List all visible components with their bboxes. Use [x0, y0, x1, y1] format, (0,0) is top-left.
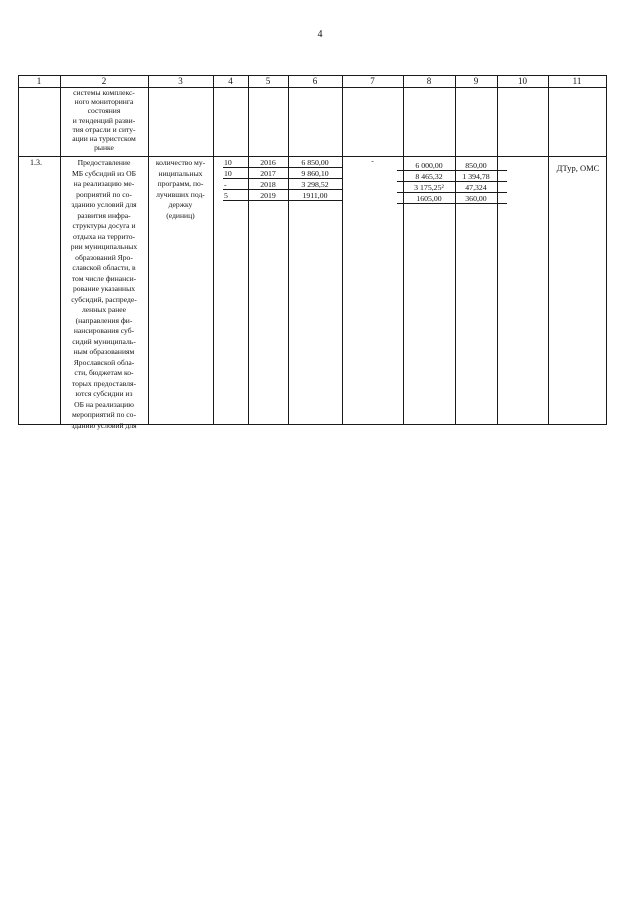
line-col8: 3 175,25² [414, 183, 444, 192]
line-count: 5 [224, 191, 228, 200]
col-border [148, 75, 149, 425]
line-col9: 1 394,78 [462, 172, 490, 181]
line-col8: 1605,00 [416, 194, 442, 203]
year-line-divider [223, 200, 343, 201]
line-year: 2018 [260, 180, 276, 189]
year-line-divider [397, 181, 507, 182]
row-description: Предоставление МБ субсидий из ОБ на реализацию ме- роприятий по со- зданию условий для развития инфра- структуры досуга и отдыха на террито- рии муниципальных образований Яро- славской области, в том числе финанси- рование указанных субсидий, распреде- ленных ранее (направления фи- нансирования суб- сидий муниципаль- ным образованиям Ярославской обла- сти, бюджетам ко- торых предоставля- ются субсидии из ОБ на реализацию мероприятий по со- зданию условий для [70, 158, 138, 430]
year-line-divider [397, 192, 507, 193]
line-total: 3 298,52 [301, 180, 329, 189]
header-col-2: 2 [101, 76, 107, 86]
col-border [455, 75, 456, 425]
line-count: - [224, 180, 227, 189]
line-col9: 47,324 [465, 183, 487, 192]
header-col-10: 10 [518, 76, 527, 86]
line-total: 1911,00 [302, 191, 328, 200]
line-col9: 360,00 [465, 194, 487, 203]
col-border [548, 75, 549, 425]
year-line-divider [223, 167, 343, 168]
line-col7: - [371, 156, 374, 165]
header-col-6: 6 [312, 76, 318, 86]
line-count: 10 [224, 169, 232, 178]
year-line-divider [397, 203, 507, 204]
col-border [248, 75, 249, 425]
row-code: 1.3. [30, 158, 42, 167]
col-border [606, 75, 607, 425]
header-col-1: 1 [36, 76, 42, 86]
header-col-3: 3 [178, 76, 183, 86]
row-responsible: ДТур, ОМС [556, 163, 600, 173]
col-border [18, 75, 19, 425]
col-border [497, 75, 498, 425]
header-col-9: 9 [473, 76, 479, 86]
year-line-divider [397, 170, 507, 171]
line-year: 2017 [260, 169, 276, 178]
row-indicator: количество му- ниципальных программ, по- лучивших под- держку (единиц) [155, 158, 206, 220]
row-divider [18, 156, 607, 157]
header-col-5: 5 [265, 76, 271, 86]
col-border [403, 75, 404, 425]
line-count: 10 [224, 158, 232, 167]
col-border [288, 75, 289, 425]
line-total: 9 860,10 [301, 169, 329, 178]
year-line-divider [223, 178, 343, 179]
line-col8: 8 465,32 [415, 172, 443, 181]
line-col8: 6 000,00 [415, 161, 443, 170]
header-col-7: 7 [370, 76, 375, 86]
line-year: 2019 [260, 191, 276, 200]
header-col-8: 8 [426, 76, 432, 86]
col-border [213, 75, 214, 425]
col-border [342, 75, 343, 425]
prev-row-description: системы комплекс- ного мониторинга состояния и тенденций разви- тия отрасли и ситу- ации на туристском рынке [72, 88, 136, 153]
page-number: 4 [317, 29, 323, 40]
line-year: 2016 [260, 158, 276, 167]
line-col9: 850,00 [465, 161, 487, 170]
line-total: 6 850,00 [301, 158, 329, 167]
header-col-4: 4 [228, 76, 233, 86]
year-line-divider [223, 189, 343, 190]
header-col-11: 11 [572, 76, 582, 86]
